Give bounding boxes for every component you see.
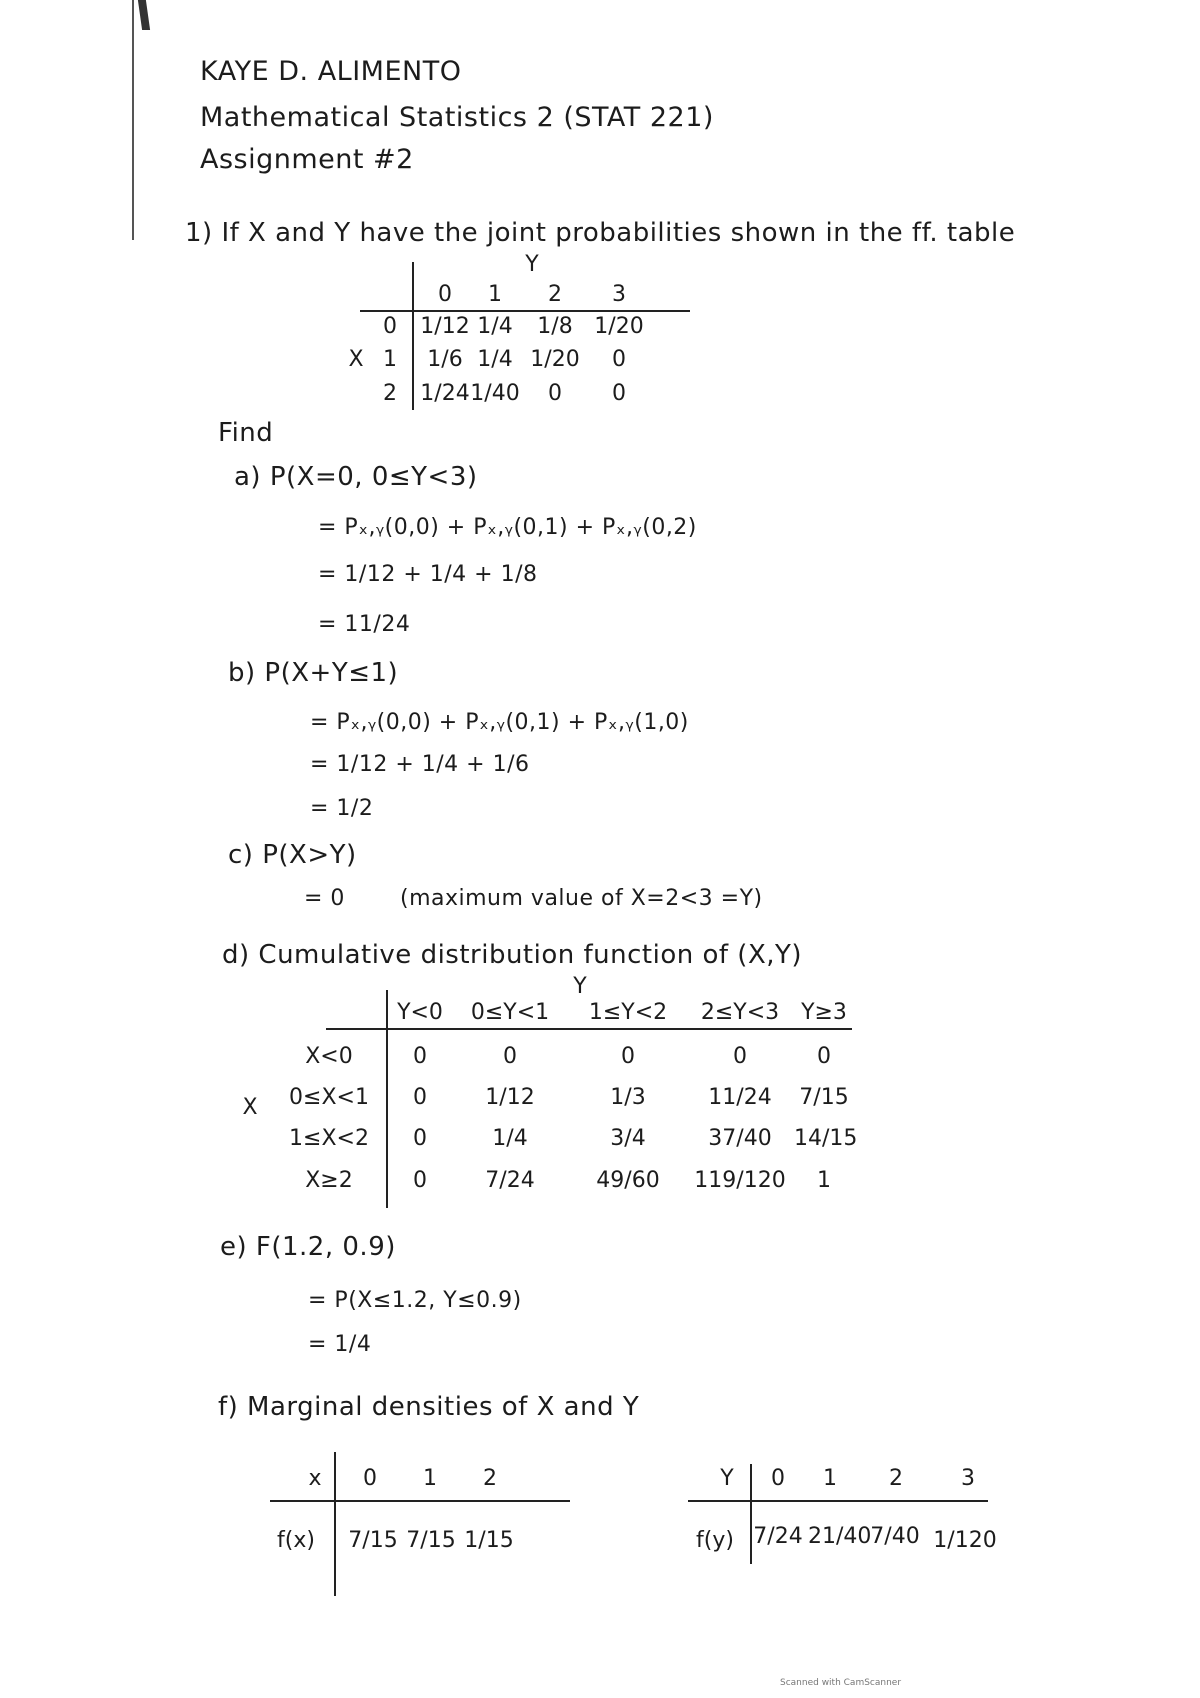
cdf-cell: 0	[621, 1044, 635, 1069]
problem-intro: 1) If X and Y have the joint probabilities shown in the ff. table	[185, 218, 1016, 248]
marginal-x-value: 1	[423, 1466, 437, 1491]
joint-col-header: 1	[488, 282, 502, 307]
part-c-note: (maximum value of X=2<3 =Y)	[400, 886, 763, 911]
student-name: KAYE D. ALIMENTO	[200, 56, 462, 87]
cdf-cell: 49/60	[596, 1168, 660, 1193]
joint-cell: 0	[612, 347, 626, 372]
cdf-cell: 14/15	[794, 1126, 858, 1151]
cdf-cell: 0	[817, 1044, 831, 1069]
cdf-row-header: 0≤X<1	[289, 1085, 369, 1110]
joint-col-var: Y	[525, 252, 539, 277]
find-label: Find	[218, 418, 274, 448]
cdf-col-header: Y≥3	[801, 1000, 847, 1025]
part-e-answer: = 1/4	[308, 1332, 372, 1357]
part-a-answer: = 11/24	[318, 612, 411, 637]
cdf-col-header: 1≤Y<2	[588, 1000, 668, 1025]
joint-cell: 0	[548, 381, 562, 406]
part-a-step: = 1/12 + 1/4 + 1/8	[318, 562, 538, 587]
part-f-title: f) Marginal densities of X and Y	[218, 1392, 640, 1422]
joint-cell: 1/20	[530, 347, 580, 372]
part-e-step: = P(X≤1.2, Y≤0.9)	[308, 1288, 522, 1313]
joint-cell: 1/6	[427, 347, 463, 372]
cdf-row-header: X<0	[305, 1044, 353, 1069]
marginal-x-prob: 1/15	[464, 1528, 514, 1553]
cdf-cell: 1	[817, 1168, 831, 1193]
cdf-cell: 1/4	[492, 1126, 528, 1151]
marginal-y-rule	[688, 1500, 988, 1502]
marginal-y-prob: 7/40	[870, 1524, 920, 1549]
marginal-x-prob: 7/15	[348, 1528, 398, 1553]
part-d-title: d) Cumulative distribution function of (X,Y)	[222, 940, 803, 970]
cdf-row-var: X	[242, 1095, 258, 1120]
marginal-y-divider	[750, 1464, 752, 1564]
part-b-question: b) P(X+Y≤1)	[228, 658, 399, 688]
cdf-cell: 7/15	[799, 1085, 849, 1110]
joint-row-header: 2	[383, 381, 397, 406]
cdf-cell: 0	[733, 1044, 747, 1069]
joint-col-header: 3	[612, 282, 626, 307]
marginal-x-prob: 7/15	[406, 1528, 456, 1553]
scanner-watermark: Scanned with CamScanner	[780, 1678, 902, 1688]
cdf-cell: 1/3	[610, 1085, 646, 1110]
cdf-cell: 119/120	[694, 1168, 786, 1193]
marginal-x-fn: f(x)	[277, 1528, 315, 1553]
marginal-y-prob: 1/120	[933, 1528, 997, 1553]
cdf-col-var: Y	[573, 974, 587, 999]
part-b-step: = 1/12 + 1/4 + 1/6	[310, 752, 530, 777]
cdf-cell: 11/24	[708, 1085, 772, 1110]
cdf-cell: 7/24	[485, 1168, 535, 1193]
joint-header-rule	[360, 310, 690, 312]
part-c-answer: = 0	[304, 886, 345, 911]
marginal-x-var: x	[308, 1466, 322, 1491]
cdf-cell: 0	[413, 1168, 427, 1193]
cdf-cell: 37/40	[708, 1126, 772, 1151]
cdf-cell: 1/12	[485, 1085, 535, 1110]
marginal-y-value: 2	[889, 1466, 903, 1491]
marginal-x-value: 0	[363, 1466, 377, 1491]
joint-cell: 1/20	[594, 314, 644, 339]
part-a-step: = Pₓ,ᵧ(0,0) + Pₓ,ᵧ(0,1) + Pₓ,ᵧ(0,2)	[318, 515, 697, 540]
cdf-col-header: 0≤Y<1	[470, 1000, 550, 1025]
marginal-y-var: Y	[720, 1466, 734, 1491]
cdf-row-header: X≥2	[305, 1168, 353, 1193]
cdf-header-rule	[326, 1028, 852, 1030]
marginal-x-divider	[334, 1452, 336, 1596]
cdf-cell: 3/4	[610, 1126, 646, 1151]
joint-col-header: 0	[438, 282, 452, 307]
part-b-step: = Pₓ,ᵧ(0,0) + Pₓ,ᵧ(0,1) + Pₓ,ᵧ(1,0)	[310, 710, 689, 735]
joint-cell: 1/4	[477, 347, 513, 372]
joint-cell: 1/4	[477, 314, 513, 339]
joint-row-header: 1	[383, 347, 397, 372]
marginal-x-rule	[270, 1500, 570, 1502]
joint-row-rule	[412, 262, 414, 410]
joint-cell: 1/24	[420, 381, 470, 406]
joint-row-header: 0	[383, 314, 397, 339]
joint-cell: 1/8	[537, 314, 573, 339]
cdf-row-rule	[386, 990, 388, 1208]
cdf-col-header: 2≤Y<3	[700, 1000, 780, 1025]
marginal-y-prob: 7/24	[753, 1524, 803, 1549]
cdf-cell: 0	[413, 1085, 427, 1110]
course-title: Mathematical Statistics 2 (STAT 221)	[200, 102, 714, 133]
marginal-y-value: 0	[771, 1466, 785, 1491]
page-edge-mark	[132, 0, 134, 240]
marginal-x-value: 2	[483, 1466, 497, 1491]
cdf-cell: 0	[413, 1044, 427, 1069]
cdf-row-header: 1≤X<2	[289, 1126, 369, 1151]
marginal-y-value: 1	[823, 1466, 837, 1491]
marginal-y-fn: f(y)	[696, 1528, 734, 1553]
cdf-cell: 0	[413, 1126, 427, 1151]
part-e-question: e) F(1.2, 0.9)	[220, 1232, 396, 1262]
joint-cell: 1/12	[420, 314, 470, 339]
assignment-title: Assignment #2	[200, 144, 414, 175]
page-corner-mark	[138, 0, 150, 30]
cdf-col-header: Y<0	[397, 1000, 443, 1025]
joint-col-header: 2	[548, 282, 562, 307]
part-b-answer: = 1/2	[310, 796, 374, 821]
marginal-y-prob: 21/40	[808, 1524, 872, 1549]
part-c-question: c) P(X>Y)	[228, 840, 357, 870]
part-a-question: a) P(X=0, 0≤Y<3)	[234, 462, 478, 492]
joint-row-var: X	[348, 347, 364, 372]
cdf-cell: 0	[503, 1044, 517, 1069]
joint-cell: 0	[612, 381, 626, 406]
joint-cell: 1/40	[470, 381, 520, 406]
marginal-y-value: 3	[961, 1466, 975, 1491]
